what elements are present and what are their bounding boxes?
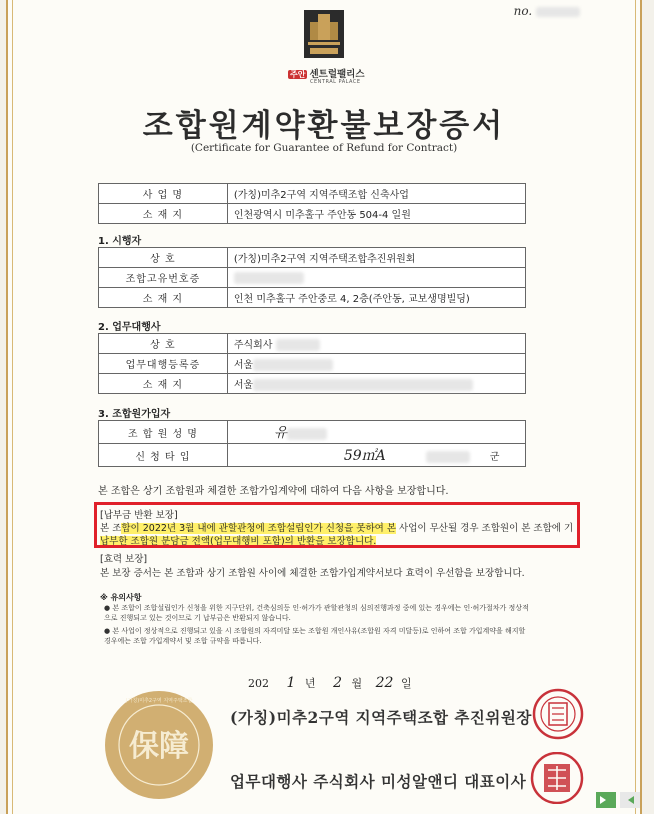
document-title: 조합원계약환불보장증서 bbox=[142, 108, 506, 144]
refund-line-1: 본 조합이 2022년 3월 내에 관할관청에 조합설립인가 신청을 못하여 본 사업이 무산될 경우 조합원이 본 조합에 기 bbox=[100, 523, 574, 534]
signature-committee-chair: (가칭)미추2구역 지역주택조합 추진위원장 bbox=[230, 708, 532, 727]
refund-line-2: 납부한 조합원 분담금 전액(업무대행비 포함)의 반환을 보장합니다. bbox=[100, 536, 377, 547]
signature-agency-ceo: 업무대행사 주식회사 미성알앤디 대표이사 bbox=[230, 772, 527, 791]
building-logo-icon bbox=[304, 10, 344, 58]
validity-text: 본 보장 증서는 본 조합과 상기 조합원 사이에 체결한 조합가입계약서보다 효력이 우선함을 보장합니다. bbox=[100, 568, 525, 579]
note-item-1: ● 본 조합이 조합설립인가 신청을 위한 지구단위, 건축심의등 인·허가가 관할관청의 심의진행과정 중에 있는 경우에는 인·허가절차가 정상적으로 진행되고 있는 것이므로 기 납부금은 반환되지 않습니다. bbox=[104, 604, 529, 622]
table-row: 소 재 지 인천광역시 미추홀구 주안동 504-4 일원 bbox=[99, 204, 526, 224]
viewer-toolbar-icons[interactable] bbox=[596, 790, 642, 810]
project-table bbox=[98, 183, 526, 224]
issue-date: 202 1 년 2 월 22 일 bbox=[248, 675, 412, 691]
section-title-developer: 1. 시행자 bbox=[98, 236, 142, 247]
table-row: 업무대행등록증 서울 bbox=[99, 354, 526, 374]
member-table bbox=[98, 420, 526, 467]
table-row: 조합고유번호증 bbox=[99, 268, 526, 288]
table-row: 조 합 원 성 명 유 bbox=[99, 421, 526, 444]
note-item-2: ● 본 사업이 정상적으로 진행되고 있을 시 조합원의 자격미달 또는 조합원 개인사유(조합원 자격 미달등)로 인하여 조합 가입계약을 해지할 경우에는 조합 가입계약서 및 조합 규약을 따릅니다. bbox=[104, 627, 526, 645]
highlight-box bbox=[94, 502, 580, 548]
table-row: 소 재 지 서울 bbox=[99, 374, 526, 394]
section-title-member: 3. 조합원가입자 bbox=[98, 409, 171, 420]
seal-text: 保障 bbox=[129, 729, 189, 764]
table-row: 신 청 타 입 59㎡A 군 bbox=[99, 444, 526, 467]
brand-english: CENTRAL PALACE bbox=[310, 79, 361, 85]
certificate-page bbox=[6, 0, 642, 814]
document-number: no. bbox=[514, 4, 580, 18]
notes-heading: ※ 유의사항 bbox=[100, 593, 142, 602]
developer-table bbox=[98, 247, 526, 308]
document-subtitle: (Certificate for Guarantee of Refund for Contract) bbox=[190, 142, 458, 154]
brand-name: 주안 센트럴팰리스 bbox=[290, 69, 365, 80]
table-row: 소 재 지 인천 미추홀구 주안중로 4, 2층(주안동, 교보생명빌딩) bbox=[99, 288, 526, 308]
section-title-agency: 2. 업무대행사 bbox=[98, 322, 161, 333]
guarantee-statement: 본 조합은 상기 조합원과 체결한 조합가입계약에 대하여 다음 사항을 보장합니다. bbox=[98, 486, 449, 497]
table-row: 상 호 주식회사 bbox=[99, 334, 526, 354]
stamp-red-square-icon bbox=[530, 752, 584, 804]
table-row: 상 호 (가칭)미추2구역 지역주택조합추진위원회 bbox=[99, 248, 526, 268]
table-row: 사 업 명 (가칭)미추2구역 지역주택조합 신축사업 bbox=[99, 184, 526, 204]
guarantee-seal-icon bbox=[104, 690, 214, 800]
seal-ring-text: (가칭)미추2구역 지역주택조합 bbox=[125, 698, 193, 704]
validity-heading: [효력 보장] bbox=[100, 554, 148, 565]
stamp-red-round-icon bbox=[532, 688, 584, 740]
agency-table bbox=[98, 333, 526, 394]
refund-heading: [납부금 반환 보장] bbox=[100, 510, 178, 521]
